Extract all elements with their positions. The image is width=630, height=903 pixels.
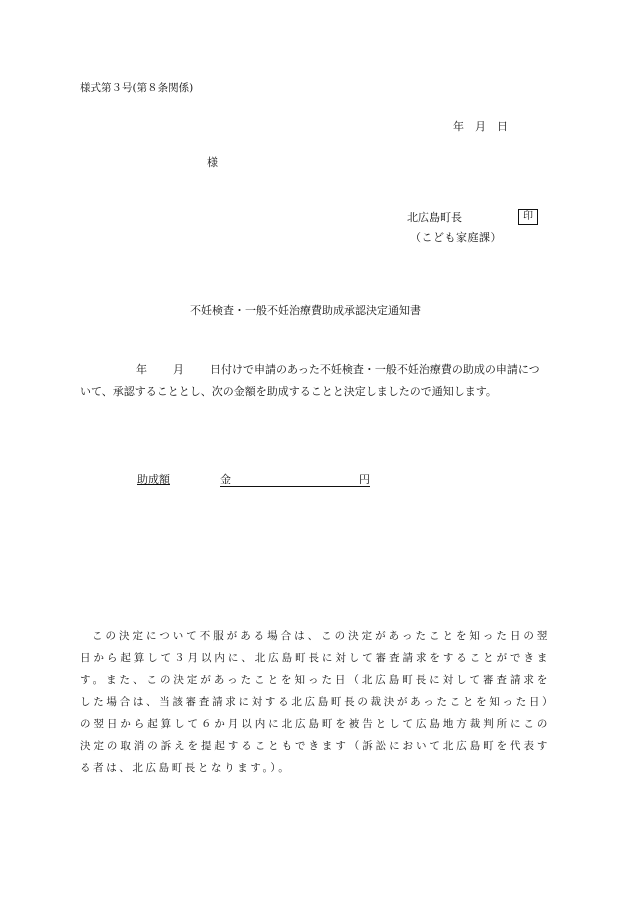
amount-unit: 円	[359, 473, 370, 486]
body-month: 月	[173, 363, 184, 376]
appeal-notice: この決定について不服がある場合は、この決定があったことを知った日の翌日から起算して３月以内に、北広島町長に対して審査請求をすることができます。また、この決定があったことを知った日（北広島町長に対して審査請求をした場合は、当該審査請求に対する北広島町長の裁決があったことを知った日）の翌日から起算して６か月以内に北広島町を被告として広島地方裁判所にこの決定の取消の訴えを提起することもできます（訴訟において北広島町を代表する者は、北広島町長となります。）。	[80, 630, 550, 774]
amount-prefix: 金	[220, 473, 231, 486]
body-paragraph	[80, 359, 550, 403]
document-title: 不妊検査・一般不妊治療費助成承認決定通知書	[190, 304, 421, 317]
issuer-name: 北広島町長	[407, 211, 462, 224]
body-text: 日付けで申請のあった不妊検査・一般不妊治療費の助成の申請について、承認することとし、次の金額を助成することと決定しましたので通知します。	[80, 363, 540, 398]
body-year: 年	[136, 363, 147, 376]
amount-label: 助成額	[137, 473, 170, 486]
form-number: 様式第３号(第８条関係)	[80, 82, 194, 94]
seal-mark	[518, 209, 538, 225]
date-line: 年 月 日	[453, 120, 508, 133]
seal-label: 印	[523, 211, 533, 222]
addressee-suffix: 様	[207, 156, 218, 169]
amount-field	[220, 474, 370, 487]
department: （こども家庭課）	[410, 231, 502, 244]
